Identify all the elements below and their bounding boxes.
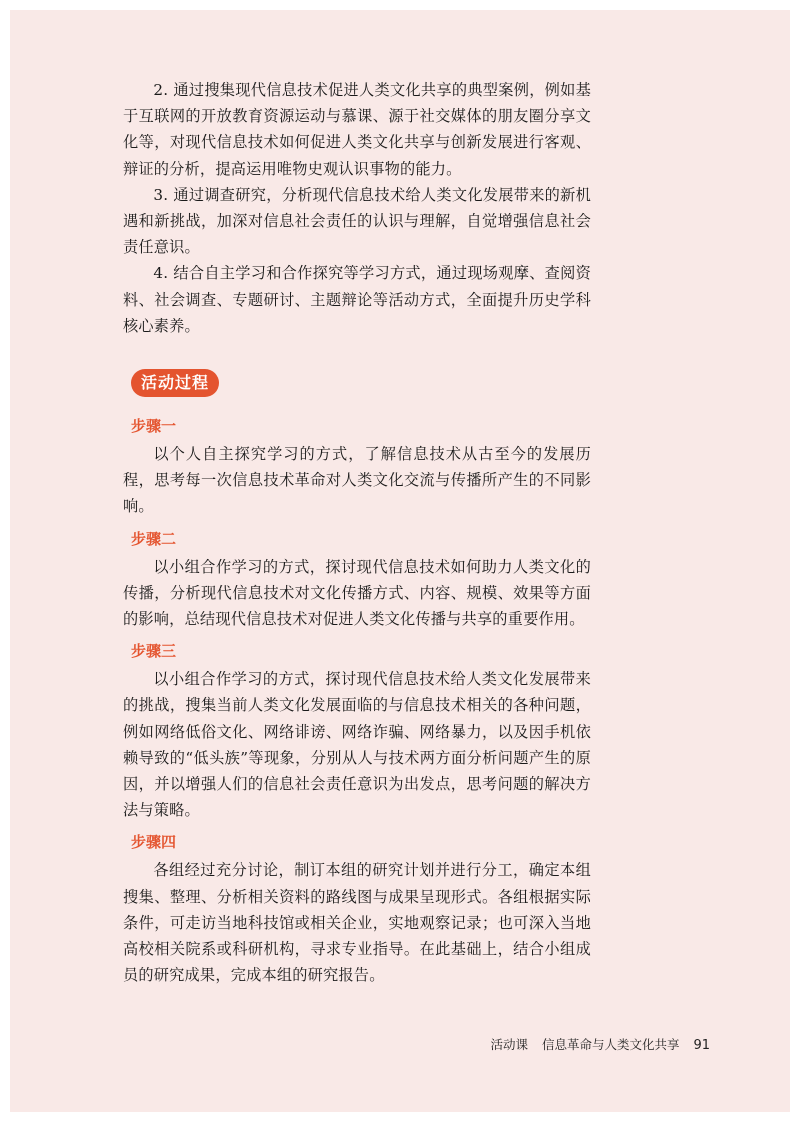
step-3-title: 步骤三 — [131, 642, 177, 661]
objective-paragraph-3: 3. 通过调查研究，分析现代信息技术给人类文化发展带来的新机遇和新挑战，加深对信息社会责任的认识与理解，自觉增强信息社会责任意识。 — [123, 185, 591, 257]
section-heading-badge: 活动过程 — [131, 369, 219, 397]
step-3-text: 以小组合作学习的方式，探讨现代信息技术给人类文化发展带来的挑战，搜集当前人类文化发展面临的与信息技术相关的各种问题，例如网络低俗文化、网络诽谤、网络诈骗、网络暴力，以及因手机依赖导致的“低头族”等现象，分别从人与技术两方面分析问题产生的原因，并以增强人们的信息社会责任意识为出发点，思考问题的解决方法与策略。 — [123, 670, 591, 820]
objective-paragraph-2: 2. 通过搜集现代信息技术促进人类文化共享的典型案例，例如基于互联网的开放教育资源运动与慕课、源于社交媒体的朋友圈分享文化等，对现代信息技术如何促进人类文化共享与创新发展进行客观、辩证的分析，提高运用唯物史观认识事物的能力。 — [123, 81, 591, 178]
objective-paragraph-4: 4. 结合自主学习和合作探究等学习方式，通过现场观摩、查阅资料、社会调查、专题研讨、主题辩论等活动方式，全面提升历史学科核心素养。 — [123, 264, 591, 335]
page-content — [123, 77, 591, 988]
page-number: 91 — [693, 1038, 710, 1053]
page-footer — [0, 1035, 710, 1053]
step-1-text: 以个人自主探究学习的方式，了解信息技术从古至今的发展历程，思考每一次信息技术革命对人类文化交流与传播所产生的不同影响。 — [123, 445, 591, 516]
step-4-text: 各组经过充分讨论，制订本组的研究计划并进行分工，确定本组搜集、整理、分析相关资料的路线图与成果呈现形式。各组根据实际条件，可走访当地科技馆或相关企业，实地观察记录；也可深入当地高校相关院系或科研机构，寻求专业指导。在此基础上，结合小组成员的研究成果，完成本组的研究报告。 — [123, 861, 591, 985]
step-2-title: 步骤二 — [131, 529, 177, 548]
step-4-title: 步骤四 — [131, 833, 177, 852]
step-2-text: 以小组合作学习的方式，探讨现代信息技术如何助力人类文化的传播，分析现代信息技术对文化传播方式、内容、规模、效果等方面的影响，总结现代信息技术对促进人类文化传播与共享的重要作用。 — [123, 557, 591, 629]
step-1-title: 步骤一 — [131, 417, 177, 436]
footer-chapter: 活动课 — [490, 1037, 528, 1052]
footer-title: 信息革命与人类文化共享 — [541, 1037, 680, 1052]
